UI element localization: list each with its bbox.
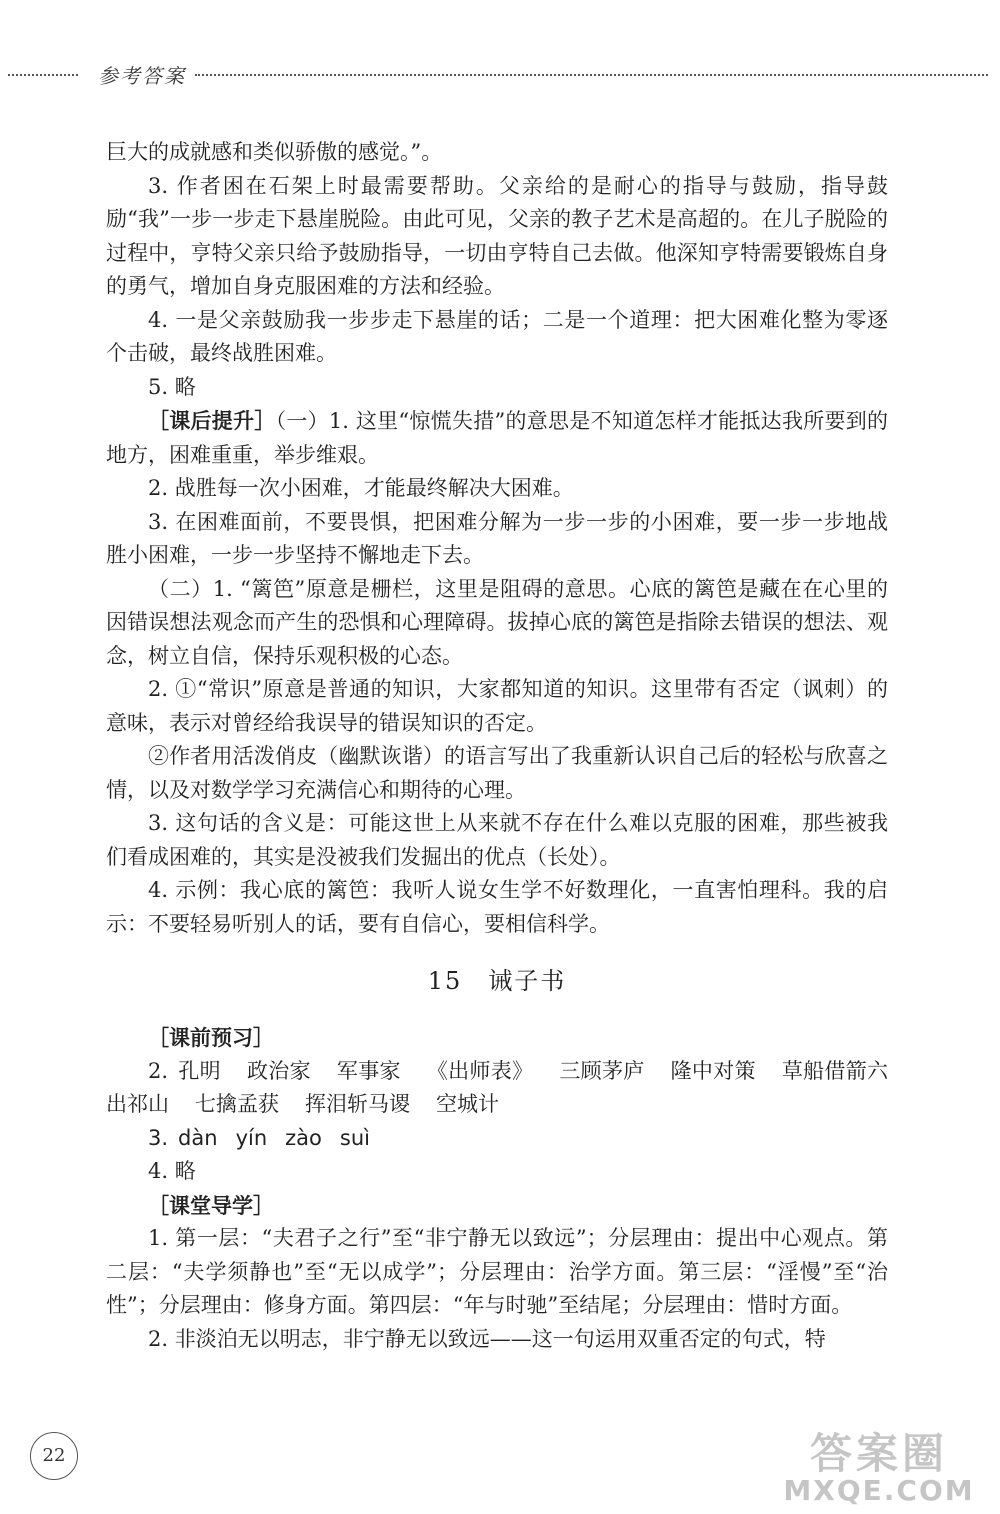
- watermark-text: 答案圈: [809, 1429, 948, 1478]
- chapter-title: 诫子书: [488, 967, 567, 995]
- word: 七擒孟获: [195, 1092, 279, 1116]
- word: 政治家: [246, 1058, 311, 1083]
- chapter-heading: [106, 961, 888, 1001]
- word: 隆中对策: [670, 1058, 756, 1083]
- answer-paragraph: 2. ①“常识”原意是普通的知识，大家都知道的知识。这里带有否定（讽刺）的意味，表示对曾经给我误导的错误知识的否定。: [106, 677, 888, 735]
- answer-paragraph: 4. 示例：我心底的篱笆：我听人说女生学不好数理化，一直害怕理科。我的启示：不要轻易听别人的话，要有自信心，要相信科学。: [106, 878, 888, 936]
- section-label-preview: ［课前预习］: [148, 1025, 274, 1050]
- word: 六出祁山: [106, 1058, 889, 1116]
- answer-paragraph: 3. 作者困在石架上时最需要帮助。父亲给的是耐心的指导与鼓励，指导鼓励“我”一步一步走下悬崖脱险。由此可见，父亲的教子艺术是高超的。在儿子脱险的过程中，亨特父亲只给予鼓励指导，一切由亨特自己去做。他深知亨特需要锻炼自身的勇气，增加自身克服困难的方法和经验。: [106, 173, 888, 298]
- answer-paragraph: 4. 一是父亲鼓励我一步步走下悬崖的话；二是一个道理：把大困难化整为零逐个击破，最终战胜困难。: [106, 307, 888, 365]
- page-header: [0, 58, 1000, 88]
- pinyin: suì: [339, 1125, 370, 1150]
- header-dotted-rule-right: [195, 74, 988, 76]
- preview-pinyin: [106, 1122, 888, 1156]
- answer-paragraph: 2. 战胜每一次小困难，才能最终解决大困难。: [148, 476, 574, 500]
- item-number: 2.: [148, 1058, 169, 1083]
- pinyin: dàn: [178, 1125, 218, 1150]
- word: 草船借箭: [781, 1058, 868, 1083]
- answer-paragraph: （二）1. “篱笆”原意是栅栏，这里是阻碍的意思。心底的篱笆是藏在在心里的因错误想法观念而产生的恐惧和心理障碍。拔掉心底的篱笆是指除去错误的想法、观念，树立自信，保持乐观积极的心态。: [106, 576, 888, 668]
- answer-paragraph: 3. 在困难面前，不要畏惧，把困难分解为一步一步的小困难，要一步一步地战胜小困难，一步一步坚持不懈地走下去。: [106, 509, 888, 567]
- word: 三顾茅庐: [559, 1058, 645, 1083]
- answer-paragraph: 3. 这句话的含义是：可能这世上从来就不存在什么难以克服的困难，那些被我们看成困难的，其实是没被我们发掘出的优点（长处）。: [106, 811, 888, 869]
- answer-paragraph: 1. 第一层：“夫君子之行”至“非宁静无以致远”；分层理由：提出中心观点。第二层：“夫学须静也”至“无以成学”；分层理由：治学方面。第三层：“淫慢”至“治性”；分层理由：修身方面。第四层：“年与时驰”至结尾；分层理由：惜时方面。: [106, 1226, 888, 1317]
- answer-paragraph: 5. 略: [148, 374, 196, 399]
- chapter-number: 15: [427, 967, 463, 995]
- word: 孔明: [178, 1058, 221, 1083]
- pinyin: yín: [235, 1125, 268, 1150]
- page-number: 22: [30, 1432, 78, 1480]
- answer-text: （一）1. 这里“惊慌失措”的意思是不知道怎样才能抵达我所要到的地方，困难重重，举步维艰。: [106, 409, 889, 467]
- section-label-guide: ［课堂导学］: [148, 1192, 274, 1218]
- answer-paragraph: ②作者用活泼俏皮（幽默诙谐）的语言写出了我重新认识自己后的轻松与欣喜之情，以及对数学学习充满信心和期待的心理。: [106, 744, 888, 802]
- after-class-first: [106, 404, 888, 472]
- header-dotted-rule-left: [8, 74, 78, 76]
- watermark-url: MXQE.COM: [783, 1474, 975, 1507]
- answer-paragraph: 4. 略: [148, 1159, 196, 1183]
- watermark-logo: [774, 1429, 984, 1508]
- preview-word-list: [106, 1055, 888, 1122]
- word: 《出师表》: [426, 1058, 534, 1083]
- word: 军事家: [336, 1058, 401, 1083]
- header-title: 参考答案: [98, 64, 186, 88]
- pinyin: zào: [285, 1125, 322, 1150]
- word: 空城计: [436, 1092, 499, 1116]
- section-label-after-class: ［课后提升］: [148, 408, 276, 433]
- item-number: 3.: [148, 1125, 169, 1150]
- answer-paragraph: 巨大的成就感和类似骄傲的感觉。”。: [106, 140, 443, 164]
- answer-paragraph: 2. 非淡泊无以明志，非宁静无以致远——这一句运用双重否定的句式，特: [148, 1326, 826, 1351]
- answer-content: [106, 136, 888, 1356]
- word: 挥泪斩马谡: [305, 1092, 410, 1116]
